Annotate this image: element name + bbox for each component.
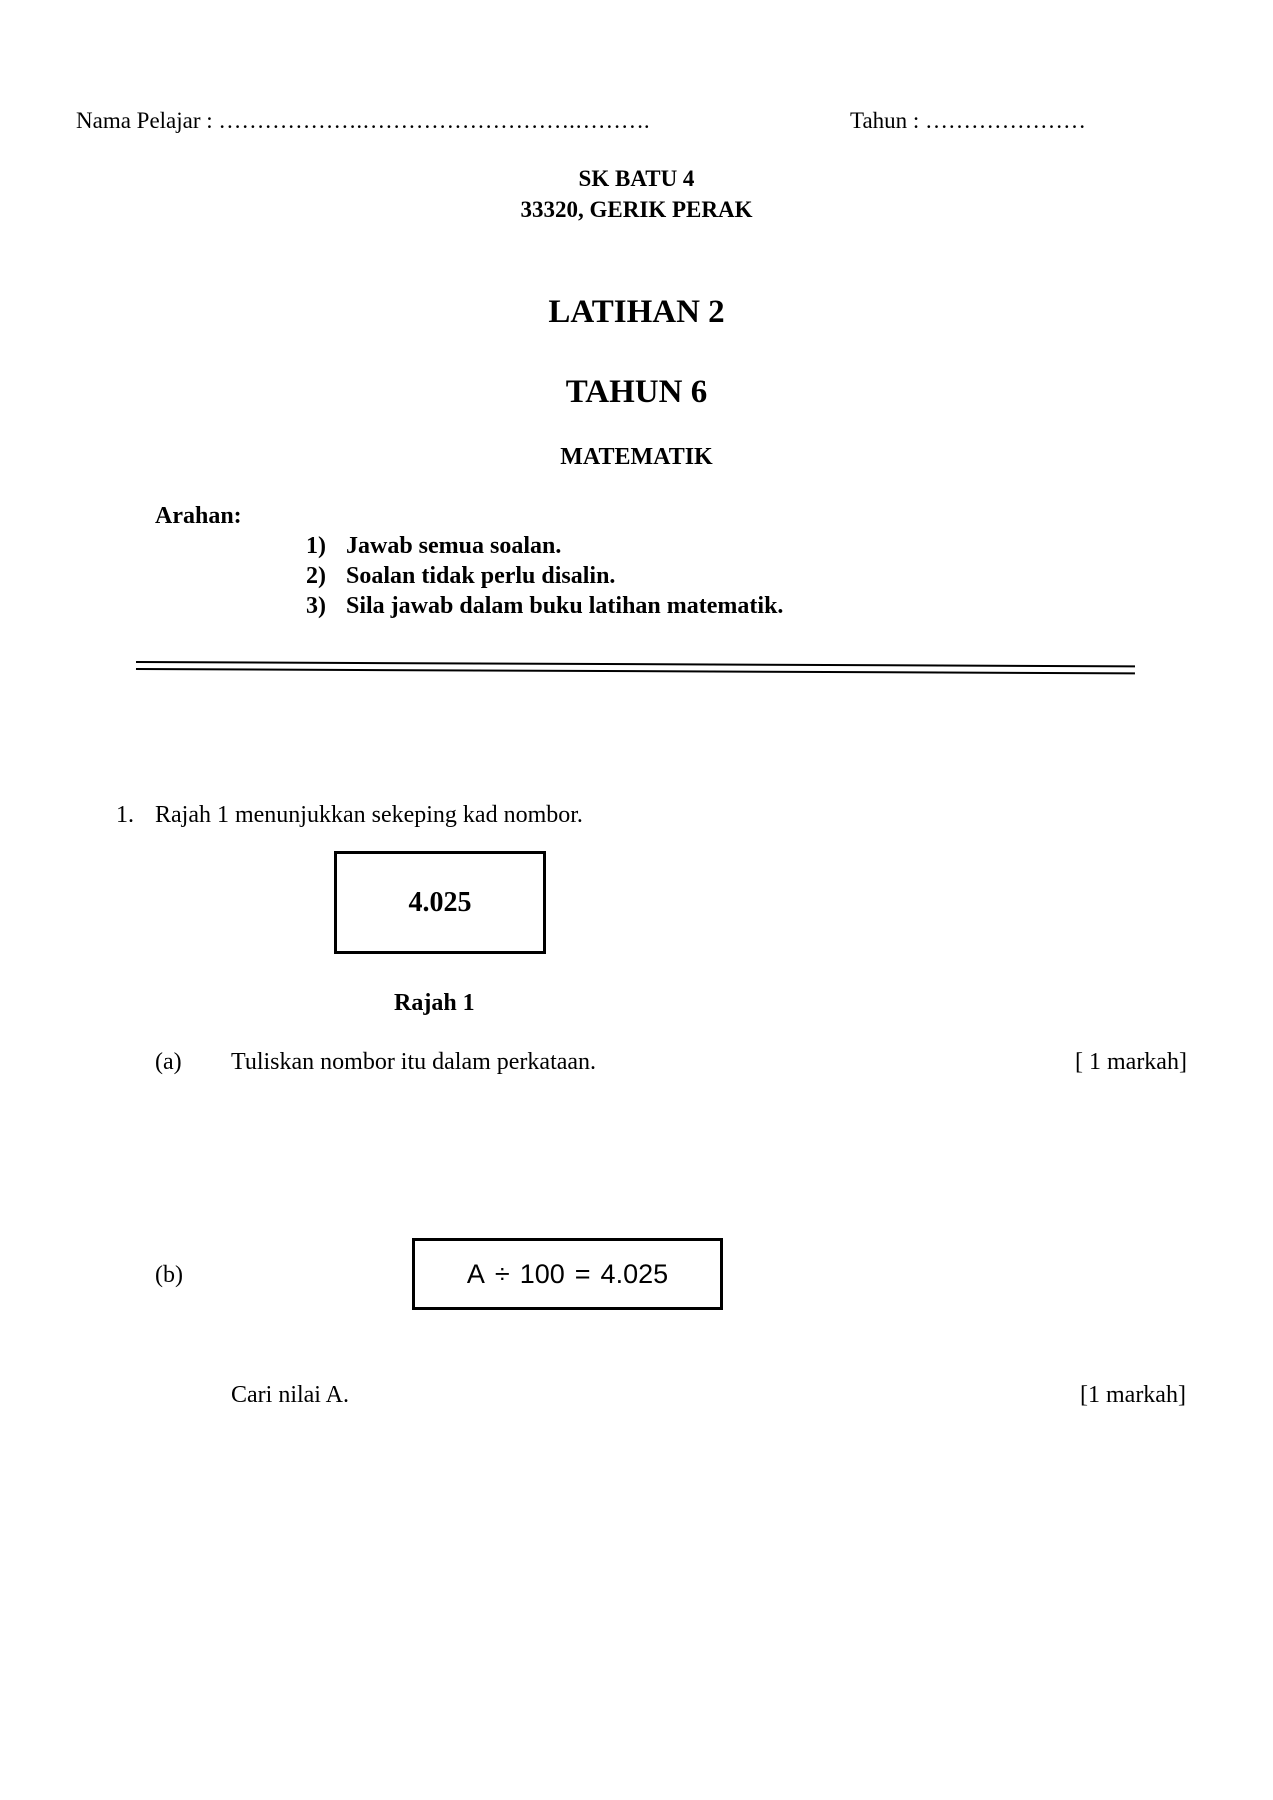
instruction-item: [306, 531, 783, 561]
part-b-label: (b): [155, 1262, 183, 1288]
school-name: SK BATU 4: [578, 166, 695, 191]
question-number: 1.: [116, 802, 134, 828]
year-title: TAHUN 6: [565, 374, 708, 410]
number-card: [334, 851, 546, 954]
instruction-number: 1): [306, 533, 326, 559]
equation-divisor: 100: [519, 1258, 565, 1289]
instructions-list: [306, 531, 783, 621]
equation-result: 4.025: [600, 1258, 669, 1289]
subject-title: MATEMATIK: [560, 444, 713, 470]
number-card-value: 4.025: [408, 886, 472, 918]
instruction-number: 3): [306, 593, 326, 619]
exercise-title: LATIHAN 2: [548, 294, 725, 330]
school-address: 33320, GERIK PERAK: [520, 197, 753, 222]
part-a-label: (a): [155, 1049, 182, 1075]
equation-box: [412, 1238, 723, 1310]
part-a-marks: [ 1 markah]: [1075, 1049, 1187, 1075]
instruction-text: Sila jawab dalam buku latihan matematik.: [346, 593, 784, 619]
instruction-item: [306, 591, 783, 621]
instructions-label: Arahan:: [155, 503, 242, 529]
figure-caption: Rajah 1: [394, 990, 475, 1016]
part-b-marks: [1 markah]: [1080, 1382, 1186, 1408]
equation-equals: =: [574, 1258, 591, 1289]
part-a-text: Tuliskan nombor itu dalam perkataan.: [231, 1049, 597, 1075]
instruction-item: [306, 561, 783, 591]
instruction-text: Soalan tidak perlu disalin.: [346, 563, 616, 589]
instruction-text: Jawab semua soalan.: [346, 533, 562, 559]
question-text: Rajah 1 menunjukkan sekeping kad nombor.: [155, 802, 583, 828]
section-divider: [136, 661, 1135, 674]
student-name-field: Nama Pelajar : ……………….……………………….……….: [76, 108, 650, 133]
instruction-number: 2): [306, 563, 326, 589]
equation-variable: A: [466, 1258, 485, 1289]
year-field: Tahun : …………………: [850, 108, 1087, 133]
equation-operator: ÷: [494, 1258, 510, 1289]
part-b-text: Cari nilai A.: [231, 1382, 349, 1408]
